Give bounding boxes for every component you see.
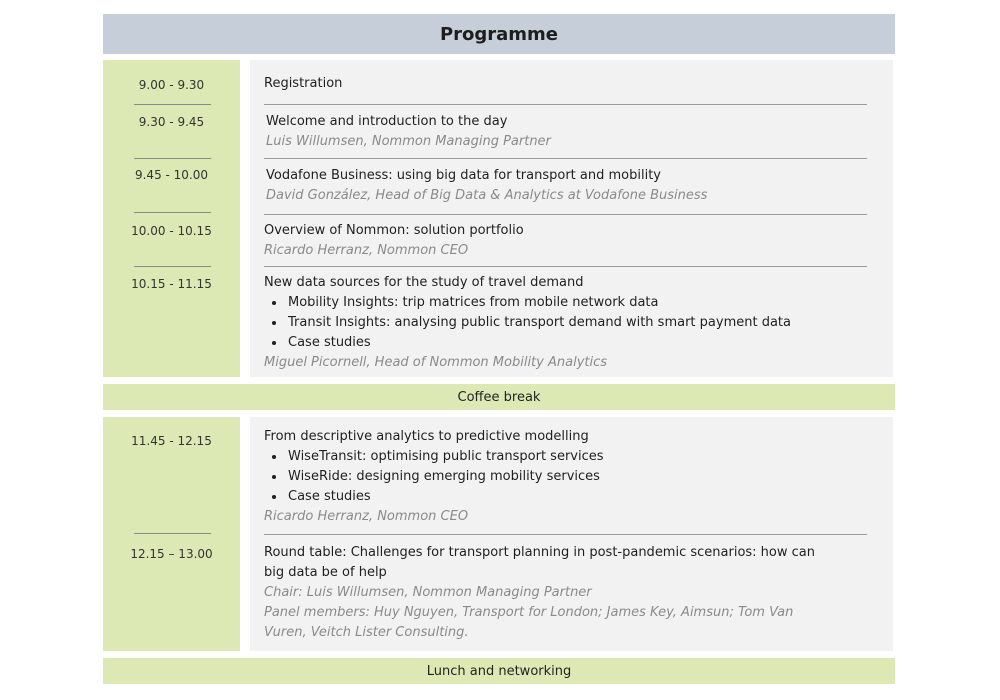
bullet-item: • Mobility Insights: trip matrices from mobile network data — [286, 293, 864, 313]
agenda-item — [264, 273, 864, 373]
coffee-break-banner — [103, 384, 895, 410]
bullet-item: • WiseRide: designing emerging mobility services — [286, 467, 864, 487]
item-speaker: David González, Head of Big Data & Analytics at Vodafone Business — [266, 188, 708, 203]
break-label: Lunch and networking — [426, 663, 572, 679]
agenda-item — [264, 221, 864, 261]
session2-content — [250, 417, 893, 651]
bullet-item: • Case studies — [286, 333, 864, 353]
session1-time-column — [103, 60, 240, 377]
divider — [264, 104, 867, 105]
session2-time-column — [103, 417, 240, 651]
bullet-list — [264, 293, 864, 353]
bullet-item: • WiseTransit: optimising public transport services — [286, 447, 864, 467]
time-slot: 9.45 - 10.00 — [134, 168, 209, 182]
item-speaker: Ricardo Herranz, Nommon CEO — [264, 509, 469, 524]
item-title: Welcome and introduction to the day — [266, 114, 508, 129]
agenda-item — [264, 543, 864, 643]
round-table-panel: Panel members: Huy Nguyen, Transport for London; James Key, Aimsun; Tom Van — [264, 605, 794, 620]
divider — [134, 104, 211, 105]
divider — [264, 534, 867, 535]
time-slot: 10.00 - 10.15 — [131, 224, 212, 238]
item-title: From descriptive analytics to predictive modelling — [264, 429, 589, 444]
item-title: Registration — [264, 76, 343, 91]
item-speaker: Luis Willumsen, Nommon Managing Partner — [266, 134, 551, 149]
bullet-item: • Transit Insights: analysing public transport demand with smart payment data — [286, 313, 864, 333]
divider — [134, 533, 211, 534]
time-slot: 9.00 - 9.30 — [138, 78, 205, 92]
item-title: Vodafone Business: using big data for transport and mobility — [266, 168, 661, 183]
divider — [134, 266, 211, 267]
lunch-banner — [103, 658, 895, 684]
divider — [264, 214, 867, 215]
item-speaker: Ricardo Herranz, Nommon CEO — [264, 243, 469, 258]
divider — [134, 158, 211, 159]
divider — [264, 266, 867, 267]
agenda-item — [264, 427, 864, 527]
session1-content — [250, 60, 893, 377]
item-speaker: Miguel Picornell, Head of Nommon Mobility Analytics — [264, 355, 608, 370]
bullet-list — [264, 447, 864, 507]
item-title-line: Round table: Challenges for transport planning in post-pandemic scenarios: how can — [264, 545, 815, 560]
time-slot: 12.15 – 13.00 — [130, 547, 213, 561]
round-table-chair: Chair: Luis Willumsen, Nommon Managing Partner — [264, 585, 592, 600]
agenda-item — [266, 166, 866, 206]
time-slot: 10.15 - 11.15 — [131, 277, 212, 291]
page-title: Programme — [439, 23, 559, 45]
bullet-item: • Case studies — [286, 487, 864, 507]
item-title-line: big data be of help — [264, 565, 387, 580]
agenda-item — [264, 74, 864, 94]
time-slot: 9.30 - 9.45 — [138, 115, 205, 129]
round-table-panel: Vuren, Veitch Lister Consulting. — [264, 625, 469, 640]
time-slot: 11.45 - 12.15 — [131, 434, 212, 448]
divider — [134, 212, 211, 213]
divider — [264, 158, 867, 159]
item-title: New data sources for the study of travel demand — [264, 275, 584, 290]
item-title: Overview of Nommon: solution portfolio — [264, 223, 524, 238]
programme-header — [103, 14, 895, 54]
agenda-item — [266, 112, 866, 152]
break-label: Coffee break — [457, 389, 541, 405]
